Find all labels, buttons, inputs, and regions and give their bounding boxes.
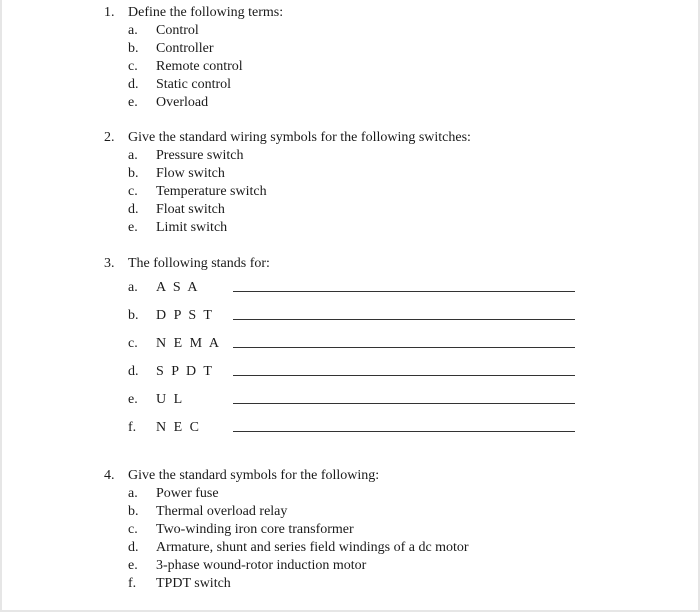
- item-text: D P S T: [156, 308, 214, 323]
- item-letter: d.: [128, 540, 139, 555]
- question-1: [104, 4, 283, 22]
- list-item: [128, 94, 208, 112]
- item-text: Overload: [156, 95, 209, 110]
- item-text: 3-phase wound-rotor induction motor: [156, 558, 367, 573]
- question-text: The following stands for:: [128, 256, 270, 271]
- list-item: [128, 279, 199, 297]
- item-text: Armature, shunt and series field windings of a dc motor: [156, 540, 469, 555]
- item-letter: a.: [128, 486, 138, 501]
- item-letter: c.: [128, 522, 138, 537]
- question-number: 3.: [104, 256, 115, 271]
- item-letter: c.: [128, 59, 138, 74]
- item-letter: b.: [128, 166, 139, 181]
- item-letter: f.: [128, 420, 137, 435]
- list-item: [128, 201, 225, 219]
- question-text: Give the standard wiring symbols for the following switches:: [128, 130, 471, 145]
- list-item: [128, 183, 267, 201]
- question-number: 4.: [104, 468, 115, 483]
- list-item: [128, 503, 287, 521]
- item-text: Pressure switch: [156, 148, 244, 163]
- item-text: Thermal overload relay: [156, 504, 288, 519]
- answer-blank-line[interactable]: [233, 375, 575, 376]
- item-text: Limit switch: [156, 220, 228, 235]
- answer-blank-line[interactable]: [233, 431, 575, 432]
- list-item: [128, 147, 244, 165]
- list-item: [128, 22, 199, 40]
- item-letter: f.: [128, 576, 137, 591]
- item-letter: e.: [128, 95, 138, 110]
- item-letter: d.: [128, 77, 139, 92]
- item-letter: b.: [128, 308, 139, 323]
- list-item: [128, 363, 214, 381]
- item-letter: e.: [128, 220, 138, 235]
- question-text: Give the standard symbols for the following:: [128, 468, 380, 483]
- item-text: Control: [156, 23, 199, 38]
- item-text: Remote control: [156, 59, 243, 74]
- item-letter: c.: [128, 184, 138, 199]
- item-text: Float switch: [156, 202, 225, 217]
- list-item: [128, 58, 243, 76]
- item-letter: e.: [128, 558, 138, 573]
- item-letter: b.: [128, 41, 139, 56]
- list-item: [128, 307, 214, 325]
- item-letter: a.: [128, 280, 138, 295]
- question-4: [104, 467, 379, 485]
- answer-blank-line[interactable]: [233, 403, 575, 404]
- list-item: [128, 40, 214, 58]
- item-letter: c.: [128, 336, 138, 351]
- question-text: Define the following terms:: [128, 5, 284, 20]
- item-text: Power fuse: [156, 486, 219, 501]
- list-item: [128, 557, 366, 575]
- list-item: [128, 165, 225, 183]
- item-text: TPDT switch: [156, 576, 231, 591]
- list-item: [128, 335, 221, 353]
- list-item: [128, 521, 354, 539]
- item-text: Controller: [156, 41, 214, 56]
- question-number: 1.: [104, 5, 115, 20]
- page-edge-left: [0, 0, 2, 612]
- list-item: [128, 76, 231, 94]
- item-text: N E M A: [156, 336, 221, 351]
- item-letter: d.: [128, 202, 139, 217]
- item-text: Flow switch: [156, 166, 225, 181]
- item-letter: a.: [128, 148, 138, 163]
- question-2: [104, 129, 471, 147]
- item-letter: e.: [128, 392, 138, 407]
- question-3: [104, 255, 270, 273]
- answer-blank-line[interactable]: [233, 319, 575, 320]
- item-letter: d.: [128, 364, 139, 379]
- item-text: Two-winding iron core transformer: [156, 522, 354, 537]
- question-number: 2.: [104, 130, 115, 145]
- answer-blank-line[interactable]: [233, 347, 575, 348]
- list-item: [128, 419, 201, 437]
- item-text: U L: [156, 392, 185, 407]
- answer-blank-line[interactable]: [233, 291, 575, 292]
- list-item: [128, 539, 469, 557]
- item-letter: b.: [128, 504, 139, 519]
- item-letter: a.: [128, 23, 138, 38]
- list-item: [128, 391, 184, 409]
- list-item: [128, 485, 219, 503]
- item-text: A S A: [156, 280, 200, 295]
- item-text: Static control: [156, 77, 232, 92]
- list-item: [128, 575, 231, 593]
- item-text: Temperature switch: [156, 184, 267, 199]
- item-text: N E C: [156, 420, 201, 435]
- item-text: S P D T: [156, 364, 214, 379]
- list-item: [128, 219, 227, 237]
